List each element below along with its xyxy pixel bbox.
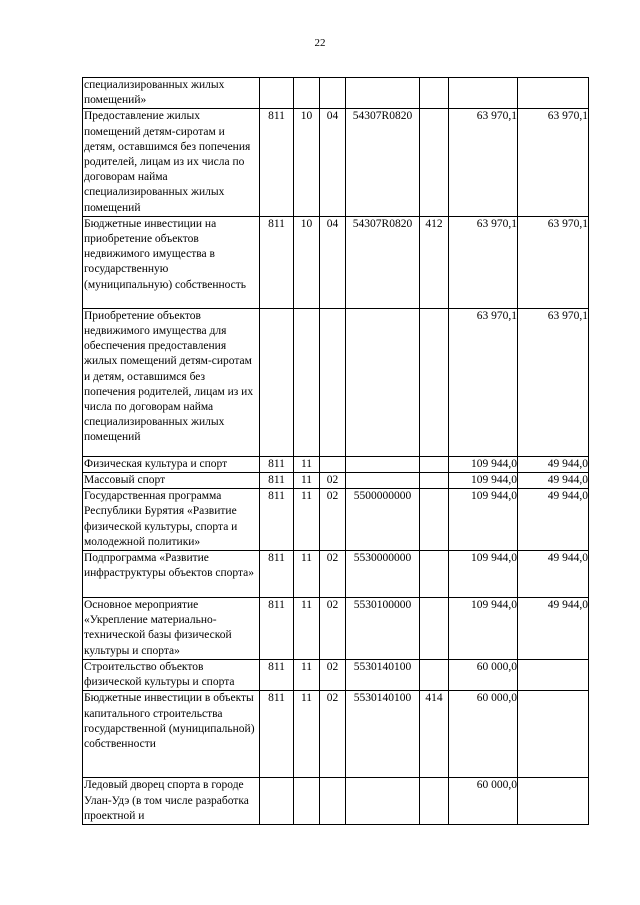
- ministry-code: 811: [260, 551, 294, 598]
- section-code: 11: [294, 660, 320, 691]
- row-name: Государственная программа Республики Бурятия «Развитие физической культуры, спорта и молодежной политики»: [83, 489, 260, 551]
- target-article-code: 54307R0820: [346, 109, 420, 216]
- target-article-code: [346, 778, 420, 825]
- table-row: [83, 489, 589, 551]
- amount-year-2: [518, 691, 589, 778]
- table-row: [83, 109, 589, 216]
- subsection-code: 02: [320, 660, 346, 691]
- expense-type-code: [420, 598, 449, 660]
- row-name: Подпрограмма «Развитие инфраструктуры объектов спорта»: [83, 551, 260, 598]
- amount-year-2: 63 970,1: [518, 308, 589, 456]
- target-article-code: 5500000000: [346, 489, 420, 551]
- amount-year-1: 63 970,1: [449, 308, 518, 456]
- target-article-code: 5530000000: [346, 551, 420, 598]
- ministry-code: 811: [260, 216, 294, 308]
- amount-year-1: 63 970,1: [449, 216, 518, 308]
- section-code: 11: [294, 489, 320, 551]
- expense-type-code: 414: [420, 691, 449, 778]
- amount-year-2: 49 944,0: [518, 598, 589, 660]
- amount-year-2: 63 970,1: [518, 109, 589, 216]
- expense-type-code: [420, 456, 449, 472]
- ministry-code: 811: [260, 660, 294, 691]
- table-row: [83, 308, 589, 456]
- section-code: 11: [294, 691, 320, 778]
- budget-table: [82, 77, 589, 825]
- row-name: Массовый спорт: [83, 473, 260, 489]
- amount-year-1: 109 944,0: [449, 598, 518, 660]
- section-code: [294, 778, 320, 825]
- amount-year-2: 49 944,0: [518, 473, 589, 489]
- target-article-code: 54307R0820: [346, 216, 420, 308]
- row-name: Ледовый дворец спорта в городе Улан-Удэ (в том числе разработка проектной и: [83, 778, 260, 825]
- expense-type-code: [420, 778, 449, 825]
- section-code: [294, 308, 320, 456]
- amount-year-2: 63 970,1: [518, 216, 589, 308]
- amount-year-2: [518, 660, 589, 691]
- expense-type-code: [420, 660, 449, 691]
- expense-type-code: [420, 78, 449, 109]
- subsection-code: [320, 308, 346, 456]
- amount-year-1: 63 970,1: [449, 109, 518, 216]
- target-article-code: [346, 456, 420, 472]
- row-name: Физическая культура и спорт: [83, 456, 260, 472]
- expense-type-code: [420, 308, 449, 456]
- amount-year-1: 109 944,0: [449, 551, 518, 598]
- subsection-code: 04: [320, 216, 346, 308]
- row-name: Бюджетные инвестиции в объекты капитального строительства государственной (муниципальной) собственности: [83, 691, 260, 778]
- ministry-code: 811: [260, 598, 294, 660]
- subsection-code: 02: [320, 473, 346, 489]
- row-name: Основное мероприятие «Укрепление материально-технической базы физической культуры и спорта»: [83, 598, 260, 660]
- target-article-code: [346, 308, 420, 456]
- table-row: [83, 78, 589, 109]
- ministry-code: 811: [260, 489, 294, 551]
- ministry-code: 811: [260, 473, 294, 489]
- subsection-code: [320, 456, 346, 472]
- ministry-code: 811: [260, 109, 294, 216]
- section-code: 11: [294, 473, 320, 489]
- subsection-code: 04: [320, 109, 346, 216]
- amount-year-1: [449, 78, 518, 109]
- expense-type-code: [420, 109, 449, 216]
- amount-year-2: [518, 78, 589, 109]
- ministry-code: 811: [260, 691, 294, 778]
- target-article-code: [346, 473, 420, 489]
- target-article-code: [346, 78, 420, 109]
- table-row: [83, 216, 589, 308]
- section-code: 10: [294, 109, 320, 216]
- amount-year-2: 49 944,0: [518, 551, 589, 598]
- expense-type-code: [420, 473, 449, 489]
- subsection-code: 02: [320, 551, 346, 598]
- table-row: [83, 691, 589, 778]
- amount-year-1: 109 944,0: [449, 489, 518, 551]
- table-row: [83, 456, 589, 472]
- section-code: [294, 78, 320, 109]
- ministry-code: [260, 308, 294, 456]
- amount-year-1: 60 000,0: [449, 660, 518, 691]
- amount-year-1: 109 944,0: [449, 473, 518, 489]
- amount-year-1: 60 000,0: [449, 778, 518, 825]
- section-code: 11: [294, 598, 320, 660]
- table-row: [83, 778, 589, 825]
- table-row: [83, 551, 589, 598]
- table-row: [83, 598, 589, 660]
- page-number: 22: [314, 37, 326, 49]
- section-code: 11: [294, 551, 320, 598]
- section-code: 11: [294, 456, 320, 472]
- subsection-code: [320, 778, 346, 825]
- expense-type-code: [420, 551, 449, 598]
- row-name: специализированных жилых помещений»: [83, 78, 260, 109]
- subsection-code: 02: [320, 489, 346, 551]
- table-row: [83, 660, 589, 691]
- target-article-code: 5530140100: [346, 691, 420, 778]
- row-name: Строительство объектов физической культуры и спорта: [83, 660, 260, 691]
- ministry-code: [260, 78, 294, 109]
- amount-year-1: 60 000,0: [449, 691, 518, 778]
- target-article-code: 5530100000: [346, 598, 420, 660]
- section-code: 10: [294, 216, 320, 308]
- table-row: [83, 473, 589, 489]
- expense-type-code: [420, 489, 449, 551]
- row-name: Приобретение объектов недвижимого имущества для обеспечения предоставления жилых помещений детям-сиротам и детям, оставшимся без попечения родителей, лицам из их числа по договорам найма специализированных жилых помещений: [83, 308, 260, 456]
- amount-year-1: 109 944,0: [449, 456, 518, 472]
- target-article-code: 5530140100: [346, 660, 420, 691]
- expense-type-code: 412: [420, 216, 449, 308]
- ministry-code: 811: [260, 456, 294, 472]
- subsection-code: [320, 78, 346, 109]
- amount-year-2: [518, 778, 589, 825]
- amount-year-2: 49 944,0: [518, 489, 589, 551]
- table-body: [83, 78, 589, 825]
- row-name: Бюджетные инвестиции на приобретение объектов недвижимого имущества в государственную (муниципальную) собственность: [83, 216, 260, 308]
- amount-year-2: 49 944,0: [518, 456, 589, 472]
- subsection-code: 02: [320, 598, 346, 660]
- row-name: Предоставление жилых помещений детям-сиротам и детям, оставшимся без попечения родителей, лицам из их числа по договорам найма специализированных жилых помещений: [83, 109, 260, 216]
- subsection-code: 02: [320, 691, 346, 778]
- ministry-code: [260, 778, 294, 825]
